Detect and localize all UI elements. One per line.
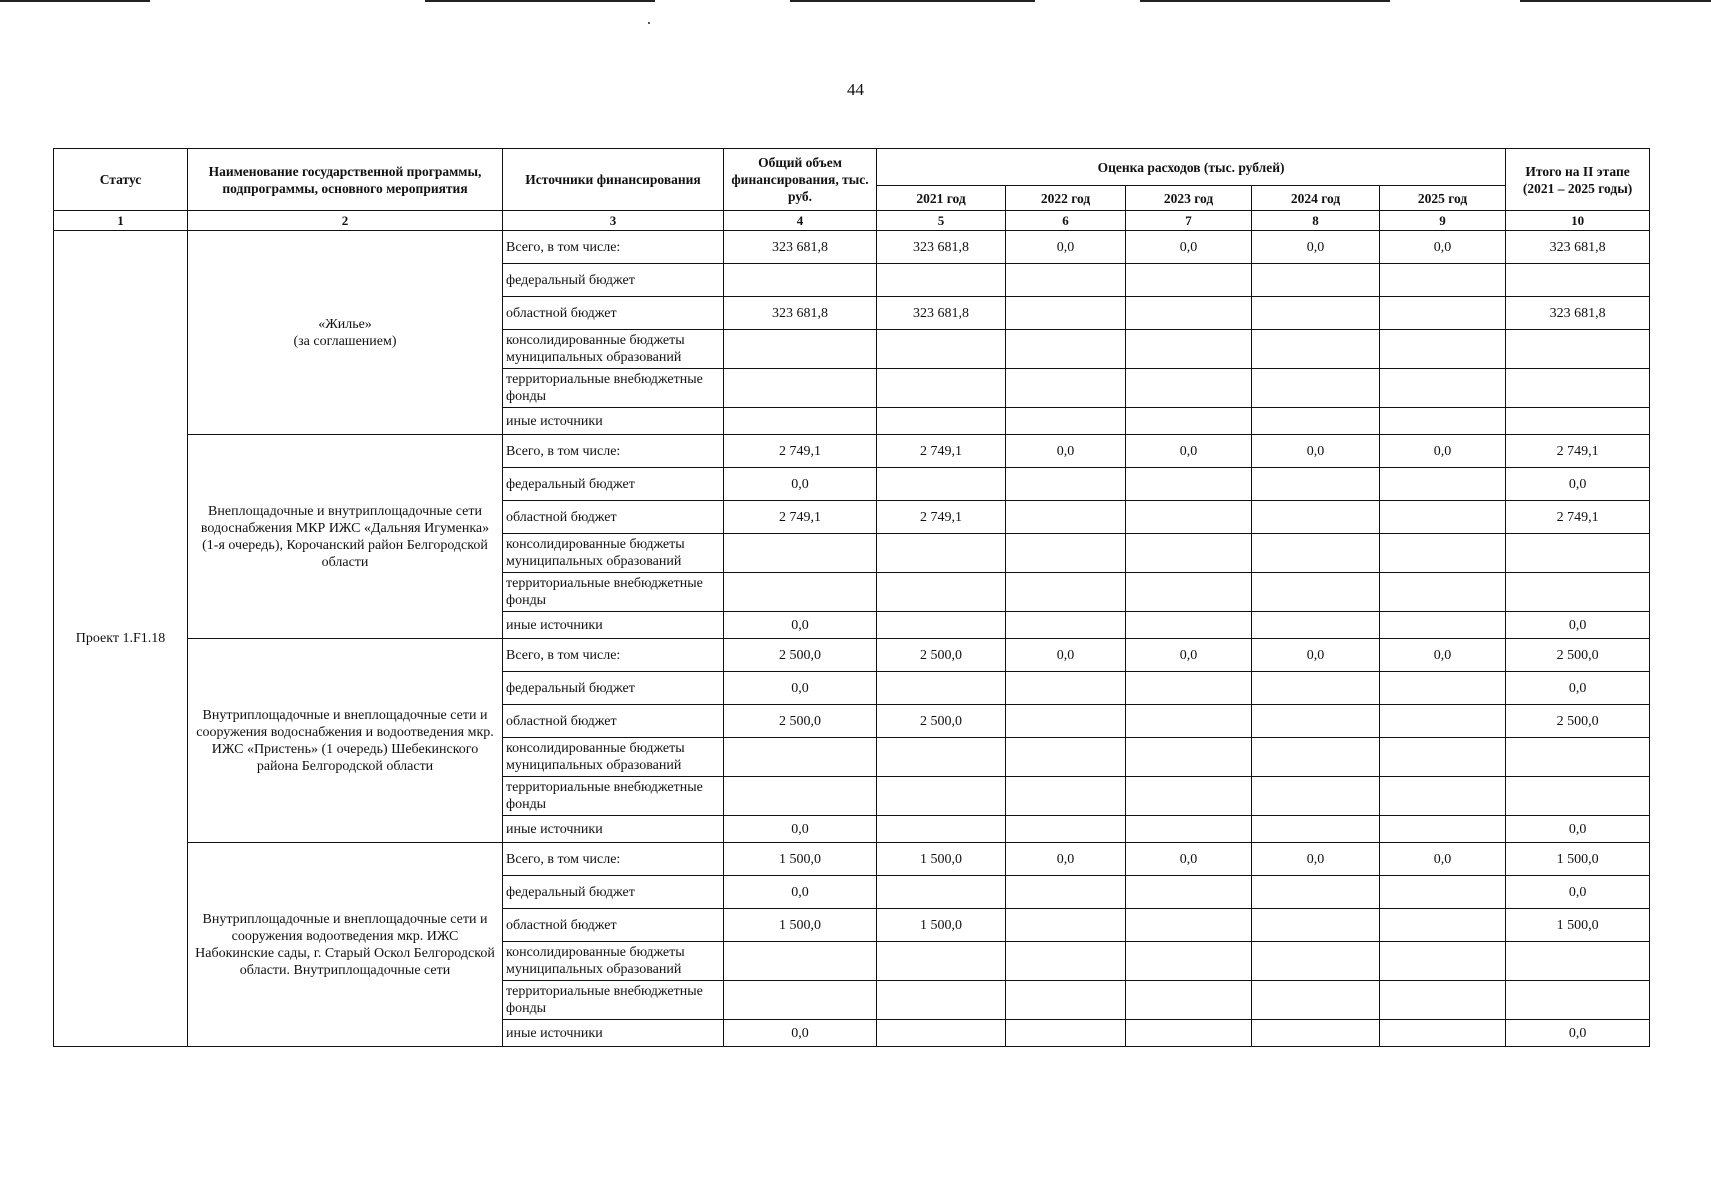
funding-source-cell: иные источники [503, 408, 724, 435]
value-cell [877, 468, 1006, 501]
value-cell [1126, 501, 1252, 534]
value-cell: 2 500,0 [1506, 705, 1650, 738]
value-cell: 0,0 [1380, 231, 1506, 264]
value-cell [1126, 981, 1252, 1020]
value-cell [1126, 369, 1252, 408]
value-cell [1252, 942, 1380, 981]
scan-edge-mark [0, 0, 150, 2]
value-cell [1126, 573, 1252, 612]
value-cell [1126, 705, 1252, 738]
value-cell [877, 777, 1006, 816]
value-cell [877, 942, 1006, 981]
value-cell [1006, 408, 1126, 435]
funding-source-cell: территориальные внебюджетные фонды [503, 981, 724, 1020]
value-cell [1380, 876, 1506, 909]
value-cell [877, 612, 1006, 639]
value-cell: 0,0 [1006, 435, 1126, 468]
value-cell [1006, 816, 1126, 843]
value-cell [1252, 468, 1380, 501]
value-cell [1006, 573, 1126, 612]
column-number: 4 [724, 211, 877, 231]
header-sources: Источники финансирования [503, 149, 724, 211]
value-cell [1126, 672, 1252, 705]
status-cell: Проект 1.F1.18 [54, 231, 188, 1047]
funding-source-cell: Всего, в том числе: [503, 843, 724, 876]
value-cell [1252, 672, 1380, 705]
value-cell [1380, 369, 1506, 408]
value-cell [1380, 264, 1506, 297]
header-status: Статус [54, 149, 188, 211]
scan-edge-mark [1520, 0, 1711, 2]
value-cell [1380, 1020, 1506, 1047]
value-cell [1252, 816, 1380, 843]
value-cell [1006, 297, 1126, 330]
value-cell [1126, 909, 1252, 942]
column-number: 3 [503, 211, 724, 231]
value-cell [1252, 264, 1380, 297]
value-cell [1252, 981, 1380, 1020]
value-cell [724, 942, 877, 981]
value-cell [877, 330, 1006, 369]
column-number: 1 [54, 211, 188, 231]
header-total-funding: Общий объем финансирования, тыс. руб. [724, 149, 877, 211]
value-cell [1380, 612, 1506, 639]
value-cell: 0,0 [1506, 672, 1650, 705]
value-cell [1252, 573, 1380, 612]
value-cell [1252, 297, 1380, 330]
value-cell [1006, 738, 1126, 777]
value-cell [877, 672, 1006, 705]
value-cell: 2 749,1 [724, 501, 877, 534]
value-cell: 1 500,0 [724, 909, 877, 942]
value-cell [1506, 942, 1650, 981]
header-row [54, 149, 1650, 186]
column-number: 8 [1252, 211, 1380, 231]
value-cell [1506, 738, 1650, 777]
value-cell [1252, 777, 1380, 816]
value-cell [1126, 297, 1252, 330]
value-cell [1506, 408, 1650, 435]
value-cell [877, 264, 1006, 297]
value-cell [877, 408, 1006, 435]
value-cell: 0,0 [1380, 435, 1506, 468]
funding-source-cell: консолидированные бюджеты муниципальных образований [503, 330, 724, 369]
value-cell [1506, 330, 1650, 369]
value-cell [1126, 612, 1252, 639]
value-cell: 1 500,0 [1506, 843, 1650, 876]
value-cell [1006, 942, 1126, 981]
header-estimate: Оценка расходов (тыс. рублей) [877, 149, 1506, 186]
value-cell [1380, 909, 1506, 942]
value-cell [724, 408, 877, 435]
value-cell [1252, 738, 1380, 777]
funding-source-cell: территориальные внебюджетные фонды [503, 573, 724, 612]
scan-edge-mark [790, 0, 1035, 2]
value-cell: 2 749,1 [877, 501, 1006, 534]
value-cell: 323 681,8 [877, 297, 1006, 330]
value-cell [1252, 408, 1380, 435]
value-cell [1126, 876, 1252, 909]
value-cell: 2 500,0 [724, 639, 877, 672]
funding-source-cell: Всего, в том числе: [503, 639, 724, 672]
measure-name-cell: «Жилье» (за соглашением) [188, 231, 503, 435]
table-row [54, 435, 1650, 468]
value-cell [1252, 876, 1380, 909]
value-cell [724, 534, 877, 573]
value-cell [1252, 501, 1380, 534]
value-cell: 0,0 [1506, 816, 1650, 843]
value-cell: 0,0 [1126, 231, 1252, 264]
budget-table [53, 148, 1650, 1047]
value-cell [1252, 612, 1380, 639]
value-cell [877, 876, 1006, 909]
value-cell [1126, 534, 1252, 573]
value-cell: 2 749,1 [724, 435, 877, 468]
value-cell [1380, 534, 1506, 573]
value-cell: 0,0 [1252, 843, 1380, 876]
header-year: 2024 год [1252, 186, 1380, 211]
value-cell [1006, 468, 1126, 501]
value-cell [1380, 738, 1506, 777]
value-cell [877, 534, 1006, 573]
value-cell [877, 573, 1006, 612]
funding-source-cell: Всего, в том числе: [503, 231, 724, 264]
value-cell: 1 500,0 [877, 843, 1006, 876]
value-cell: 0,0 [1126, 435, 1252, 468]
funding-source-cell: консолидированные бюджеты муниципальных образований [503, 738, 724, 777]
value-cell: 2 500,0 [1506, 639, 1650, 672]
value-cell [1380, 501, 1506, 534]
value-cell: 0,0 [1380, 843, 1506, 876]
value-cell: 2 749,1 [1506, 435, 1650, 468]
value-cell [1006, 612, 1126, 639]
value-cell [877, 1020, 1006, 1047]
header-year: 2021 год [877, 186, 1006, 211]
funding-source-cell: консолидированные бюджеты муниципальных образований [503, 534, 724, 573]
value-cell [1506, 264, 1650, 297]
value-cell [1506, 534, 1650, 573]
funding-source-cell: иные источники [503, 1020, 724, 1047]
funding-source-cell: областной бюджет [503, 705, 724, 738]
value-cell: 0,0 [724, 1020, 877, 1047]
column-number: 7 [1126, 211, 1252, 231]
header-year: 2022 год [1006, 186, 1126, 211]
value-cell [877, 816, 1006, 843]
value-cell [1252, 330, 1380, 369]
value-cell: 0,0 [1006, 231, 1126, 264]
funding-source-cell: федеральный бюджет [503, 876, 724, 909]
value-cell [1126, 738, 1252, 777]
value-cell [1380, 408, 1506, 435]
value-cell [724, 573, 877, 612]
value-cell: 0,0 [1506, 876, 1650, 909]
value-cell [1006, 534, 1126, 573]
value-cell: 323 681,8 [1506, 231, 1650, 264]
value-cell [1380, 468, 1506, 501]
measure-name-cell: Внеплощадочные и внутриплощадочные сети водоснабжения МКР ИЖС «Дальняя Игуменка» (1-я очередь), Корочанский район Белгородской области [188, 435, 503, 639]
value-cell [1380, 330, 1506, 369]
header-name: Наименование государственной программы, подпрограммы, основного мероприятия [188, 149, 503, 211]
funding-source-cell: иные источники [503, 612, 724, 639]
value-cell [1380, 816, 1506, 843]
value-cell: 1 500,0 [724, 843, 877, 876]
column-number: 5 [877, 211, 1006, 231]
value-cell [1506, 777, 1650, 816]
value-cell [1006, 501, 1126, 534]
page-number: 44 [847, 80, 864, 99]
value-cell [1126, 1020, 1252, 1047]
funding-source-cell: территориальные внебюджетные фонды [503, 369, 724, 408]
value-cell: 0,0 [1252, 639, 1380, 672]
value-cell [724, 981, 877, 1020]
value-cell: 0,0 [1506, 612, 1650, 639]
scan-speck [648, 22, 650, 24]
measure-name-cell: Внутриплощадочные и внеплощадочные сети и сооружения водоотведения мкр. ИЖС Набокинские сады, г. Старый Оскол Белгородской области. Внутриплощадочные сети [188, 843, 503, 1047]
value-cell [1006, 777, 1126, 816]
value-cell: 2 500,0 [877, 705, 1006, 738]
table-row [54, 843, 1650, 876]
value-cell: 0,0 [724, 612, 877, 639]
column-number-row [54, 211, 1650, 231]
funding-source-cell: территориальные внебюджетные фонды [503, 777, 724, 816]
value-cell [1006, 330, 1126, 369]
value-cell [1006, 876, 1126, 909]
table-body [54, 231, 1650, 1047]
value-cell [1380, 297, 1506, 330]
value-cell: 0,0 [1006, 843, 1126, 876]
funding-source-cell: областной бюджет [503, 501, 724, 534]
funding-source-cell: федеральный бюджет [503, 264, 724, 297]
value-cell [1006, 264, 1126, 297]
value-cell: 323 681,8 [1506, 297, 1650, 330]
value-cell [1252, 909, 1380, 942]
value-cell: 0,0 [1506, 1020, 1650, 1047]
value-cell: 0,0 [1126, 843, 1252, 876]
column-number: 6 [1006, 211, 1126, 231]
value-cell: 0,0 [1252, 435, 1380, 468]
value-cell [1252, 1020, 1380, 1047]
value-cell: 0,0 [1506, 468, 1650, 501]
column-number: 2 [188, 211, 503, 231]
table-row [54, 639, 1650, 672]
scan-edge-mark [1140, 0, 1390, 2]
value-cell [1380, 573, 1506, 612]
value-cell [1252, 534, 1380, 573]
value-cell: 0,0 [1126, 639, 1252, 672]
value-cell [1006, 705, 1126, 738]
funding-source-cell: федеральный бюджет [503, 672, 724, 705]
header-year: 2023 год [1126, 186, 1252, 211]
value-cell [724, 777, 877, 816]
value-cell [724, 738, 877, 777]
scan-edge-mark [425, 0, 655, 2]
funding-source-cell: Всего, в том числе: [503, 435, 724, 468]
value-cell: 0,0 [724, 672, 877, 705]
value-cell [1126, 468, 1252, 501]
value-cell [1126, 942, 1252, 981]
value-cell [1126, 777, 1252, 816]
funding-source-cell: иные источники [503, 816, 724, 843]
value-cell: 0,0 [724, 876, 877, 909]
header-year: 2025 год [1380, 186, 1506, 211]
value-cell: 323 681,8 [724, 297, 877, 330]
value-cell: 0,0 [724, 816, 877, 843]
value-cell [1126, 816, 1252, 843]
value-cell: 0,0 [1006, 639, 1126, 672]
column-number: 10 [1506, 211, 1650, 231]
value-cell [1380, 777, 1506, 816]
column-number: 9 [1380, 211, 1506, 231]
value-cell [1006, 1020, 1126, 1047]
value-cell [1126, 408, 1252, 435]
value-cell: 2 749,1 [1506, 501, 1650, 534]
value-cell [1126, 330, 1252, 369]
value-cell [1126, 264, 1252, 297]
funding-source-cell: областной бюджет [503, 909, 724, 942]
value-cell [724, 330, 877, 369]
funding-source-cell: областной бюджет [503, 297, 724, 330]
value-cell: 323 681,8 [724, 231, 877, 264]
value-cell: 1 500,0 [1506, 909, 1650, 942]
measure-name-cell: Внутриплощадочные и внеплощадочные сети и сооружения водоснабжения и водоотведения мкр. ИЖС «Пристень» (1 очередь) Шебекинского района Белгородской области [188, 639, 503, 843]
value-cell [1380, 942, 1506, 981]
value-cell [877, 369, 1006, 408]
value-cell [1380, 672, 1506, 705]
value-cell [1252, 369, 1380, 408]
value-cell: 2 500,0 [724, 705, 877, 738]
value-cell [1380, 981, 1506, 1020]
value-cell [1506, 369, 1650, 408]
value-cell: 323 681,8 [877, 231, 1006, 264]
value-cell [1506, 981, 1650, 1020]
value-cell [1380, 705, 1506, 738]
value-cell [877, 738, 1006, 777]
value-cell [1006, 672, 1126, 705]
value-cell [1506, 573, 1650, 612]
value-cell [1006, 981, 1126, 1020]
value-cell [724, 369, 877, 408]
value-cell: 0,0 [1380, 639, 1506, 672]
header-stage-total: Итого на II этапе (2021 – 2025 годы) [1506, 149, 1650, 211]
table-row [54, 231, 1650, 264]
funding-source-cell: федеральный бюджет [503, 468, 724, 501]
value-cell [877, 981, 1006, 1020]
value-cell [1252, 705, 1380, 738]
value-cell: 2 749,1 [877, 435, 1006, 468]
value-cell: 1 500,0 [877, 909, 1006, 942]
funding-source-cell: консолидированные бюджеты муниципальных образований [503, 942, 724, 981]
value-cell [724, 264, 877, 297]
value-cell: 0,0 [724, 468, 877, 501]
value-cell: 0,0 [1252, 231, 1380, 264]
value-cell: 2 500,0 [877, 639, 1006, 672]
value-cell [1006, 909, 1126, 942]
value-cell [1006, 369, 1126, 408]
